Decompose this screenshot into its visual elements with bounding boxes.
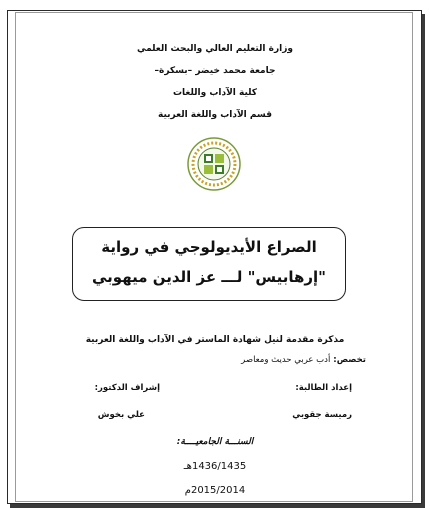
specialization-value: أدب عربي حديث ومعاصر	[241, 355, 331, 365]
specialization-label: تخصص:	[333, 355, 366, 365]
academic-year-label: السنـــة الجامعيــــة:	[176, 437, 254, 447]
supervisor-label: إشراف الدكتور:	[94, 383, 160, 393]
prepared-by-label: إعداد الطالبة:	[295, 383, 352, 393]
title-box	[72, 227, 346, 301]
specialization	[241, 355, 366, 365]
title-line-1: الصراع الأيديولوجي في رواية	[101, 238, 317, 256]
title-line-2: "إرهابيس" لـــ عز الدين ميهوبي	[92, 268, 326, 286]
academic-year-gregorian: 2015/2014م	[184, 485, 246, 496]
thesis-note: مذكرة مقدمة لنيل شهادة الماستر في الآداب واللغة العربية	[85, 335, 345, 345]
department-line: قسم الآداب واللغة العربية	[158, 110, 272, 120]
university-line: جامعة محمد خيضر –بسكرة–	[154, 66, 276, 76]
ministry-line: وزارة التعليم العالي والبحث العلمي	[136, 44, 294, 54]
academic-year-hijri: 1436/1435هـ	[183, 461, 247, 472]
student-name: رميسة جقوبي	[292, 410, 352, 420]
supervisor-name: علي بخوش	[97, 410, 145, 420]
university-logo-icon	[186, 136, 242, 192]
faculty-line: كلية الآداب واللغات	[172, 88, 258, 98]
